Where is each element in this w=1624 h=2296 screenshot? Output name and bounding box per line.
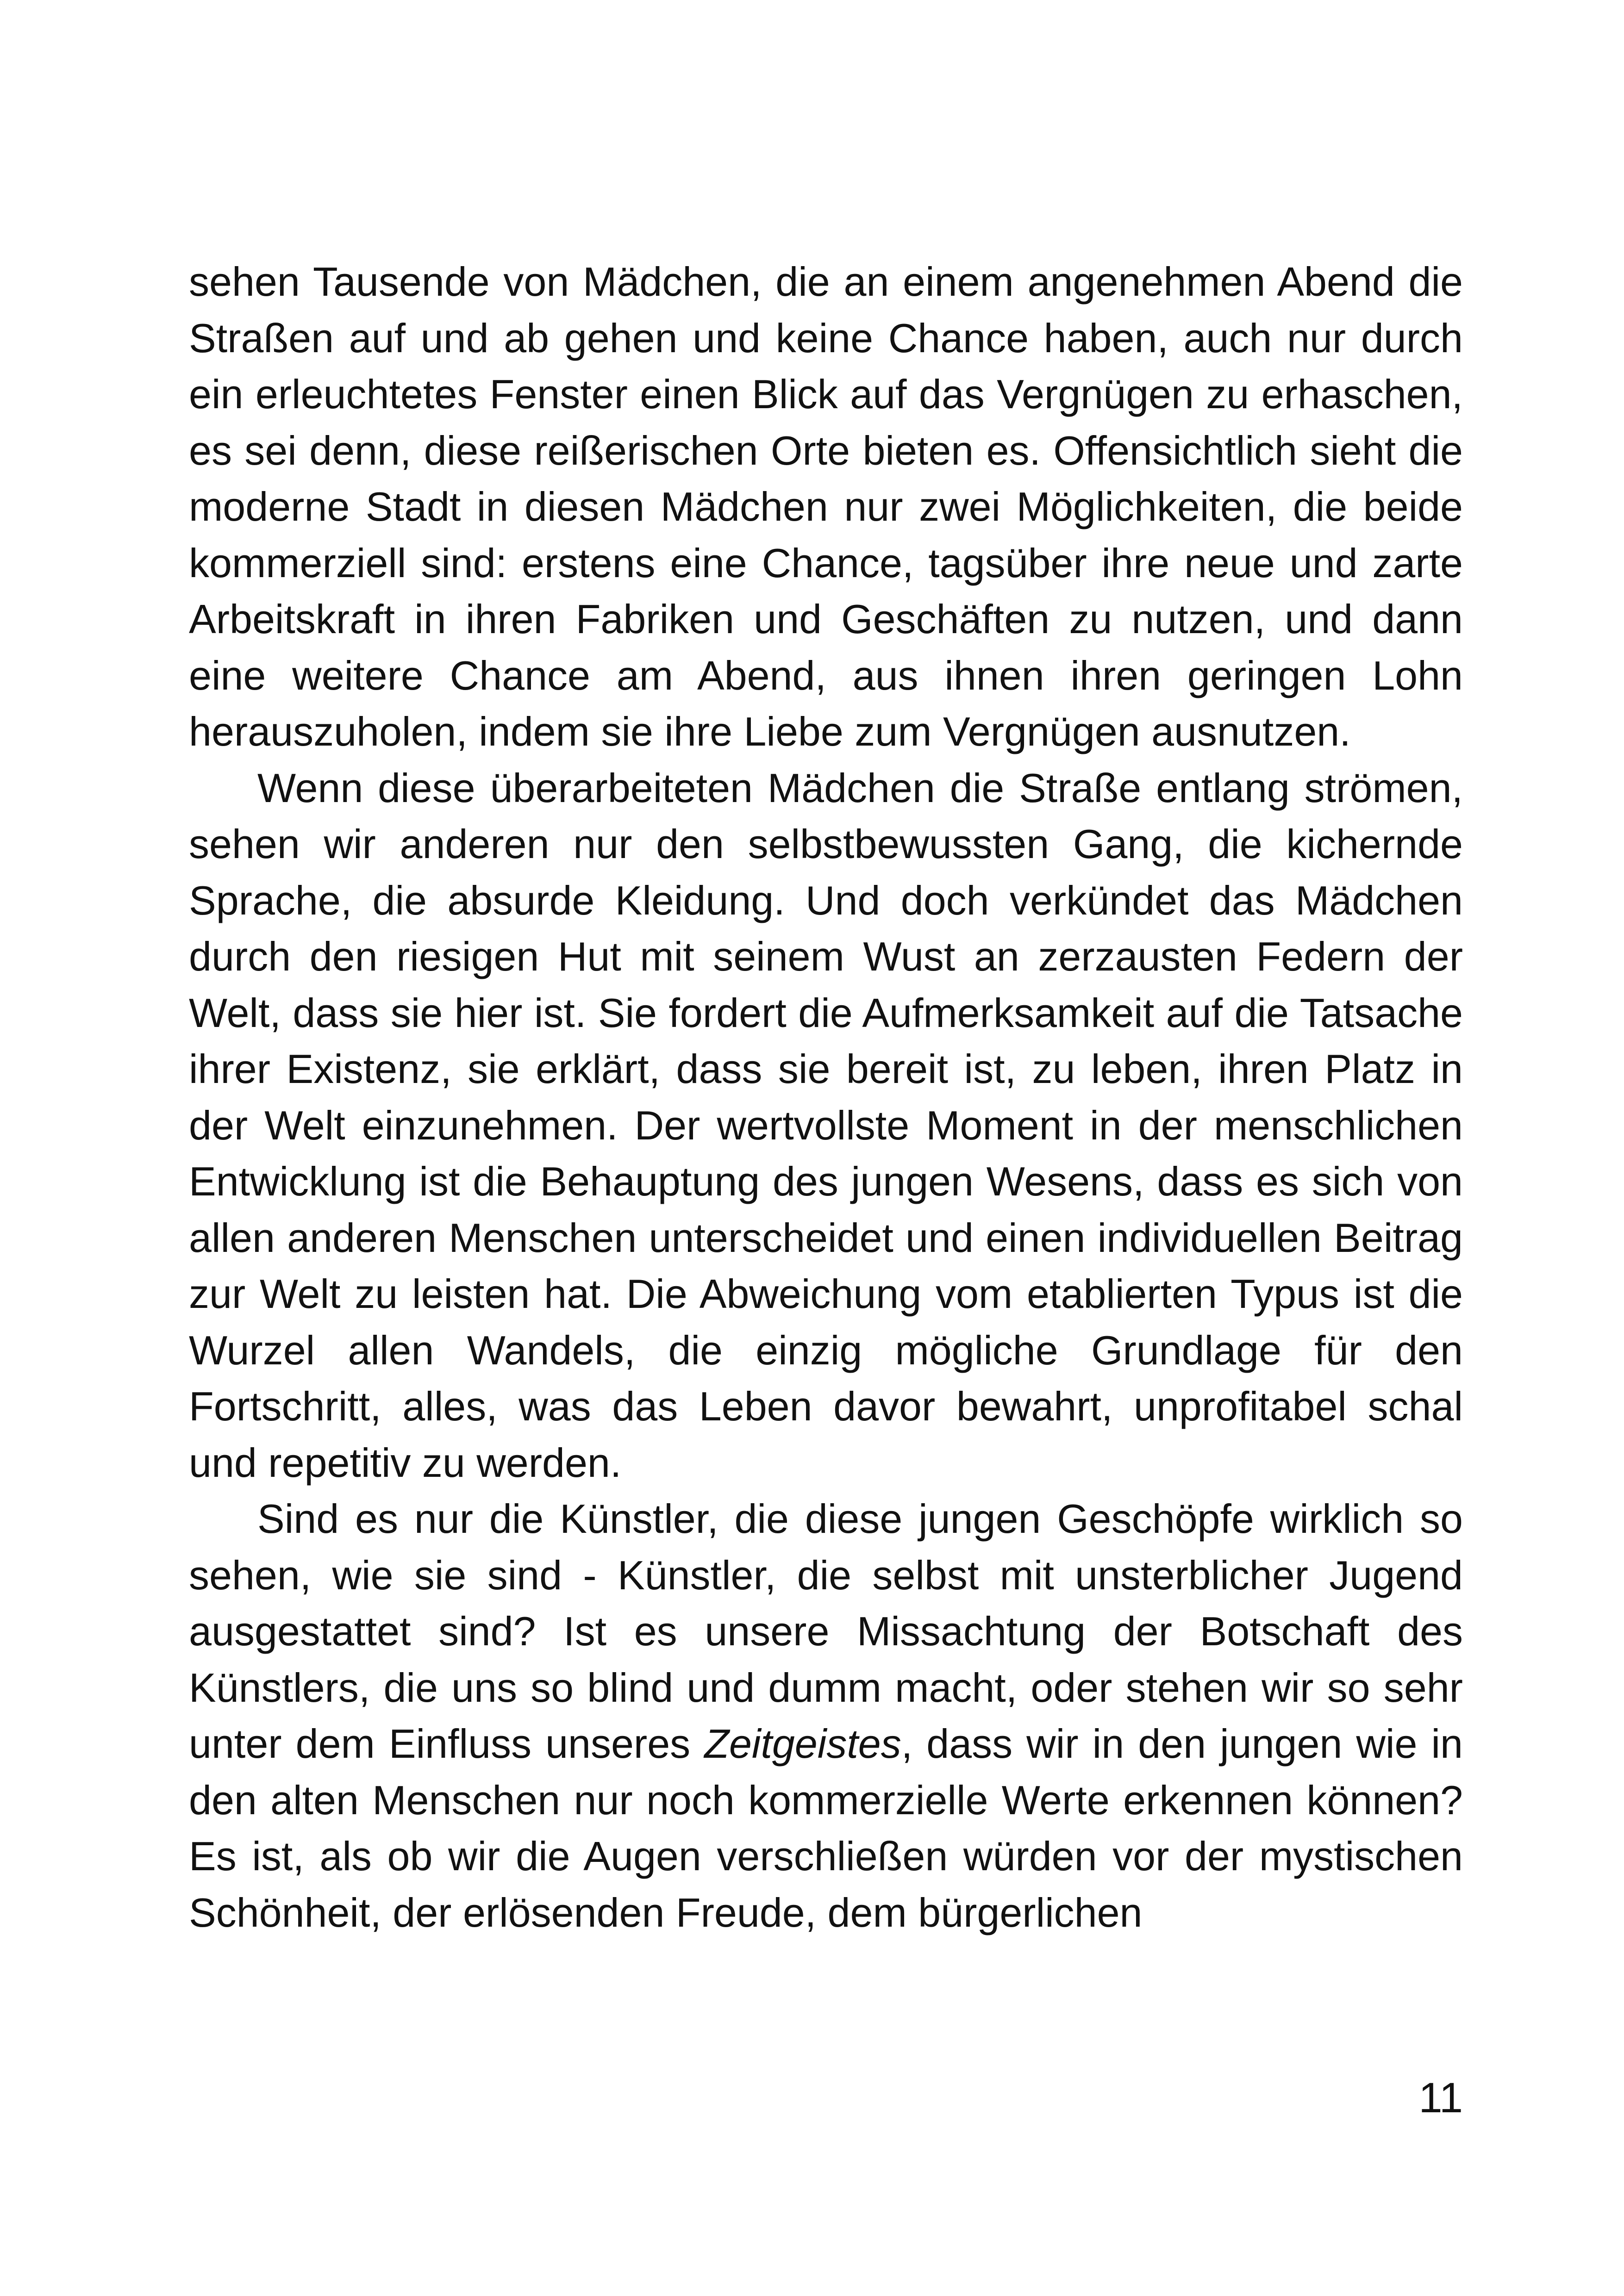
- paragraph-3-text-a: Sind es nur die Künstler, die diese jungen Geschöpfe wirklich so sehen, wie sie sind - Künstler, die selbst mit unsterblicher Jugend ausgestattet sind? Ist es unsere Missachtung der Botschaft des Künstlers, die uns so blind und dumm macht, oder stehen wir so sehr unter dem Einfluss unseres: [189, 1496, 1463, 1767]
- paragraph-3: [189, 1491, 1463, 1941]
- page-number: 11: [1418, 2074, 1463, 2122]
- paragraph-2-text: Wenn diese überarbeiteten Mädchen die Straße entlang strömen, sehen wir anderen nur den selbstbewussten Gang, die kichernde Sprache, die absurde Kleidung. Und doch verkündet das Mädchen durch den riesigen Hut mit seinem Wust an zerzausten Federn der Welt, dass sie hier ist. Sie fordert die Aufmerksamkeit auf die Tatsache ihrer Existenz, sie erklärt, dass sie bereit ist, zu leben, ihren Platz in der Welt einzunehmen. Der wertvollste Moment in der menschlichen Entwicklung ist die Behauptung des jungen Wesens, dass es sich von allen anderen Menschen unterscheidet und einen individuellen Beitrag zur Welt zu leisten hat. Die Abweichung vom etablierten Typus ist die Wurzel allen Wandels, die einzig mögliche Grundlage für den Fortschritt, alles, was das Leben davor bewahrt, unprofitabel schal und repetitiv zu werden.: [189, 765, 1463, 1486]
- paragraph-2: [189, 760, 1463, 1491]
- paragraph-1: [189, 254, 1463, 760]
- paragraph-3-text-b: , dass wir in den jungen wie in den alten Menschen nur noch kommerzielle Werte erkennen können? Es ist, als ob wir die Augen verschließen würden vor der mystischen Schönheit, der erlösenden Freude, dem bürgerlichen: [189, 1721, 1463, 1935]
- paragraph-1-text: sehen Tausende von Mädchen, die an einem angenehmen Abend die Straßen auf und ab gehen und keine Chance haben, auch nur durch ein erleuchtetes Fenster einen Blick auf das Vergnügen zu erhaschen, es sei denn, diese reißerischen Orte bieten es. Offensichtlich sieht die moderne Stadt in diesen Mädchen nur zwei Möglichkeiten, die beide kommerziell sind: erstens eine Chance, tagsüber ihre neue und zarte Arbeitskraft in ihren Fabriken und Geschäften zu nutzen, und dann eine weitere Chance am Abend, aus ihnen ihren geringen Lohn herauszuholen, indem sie ihre Liebe zum Vergnügen ausnutzen.: [189, 259, 1463, 754]
- body-text: [189, 254, 1463, 1941]
- paragraph-3-italic-term: Zeitgeistes: [704, 1721, 901, 1767]
